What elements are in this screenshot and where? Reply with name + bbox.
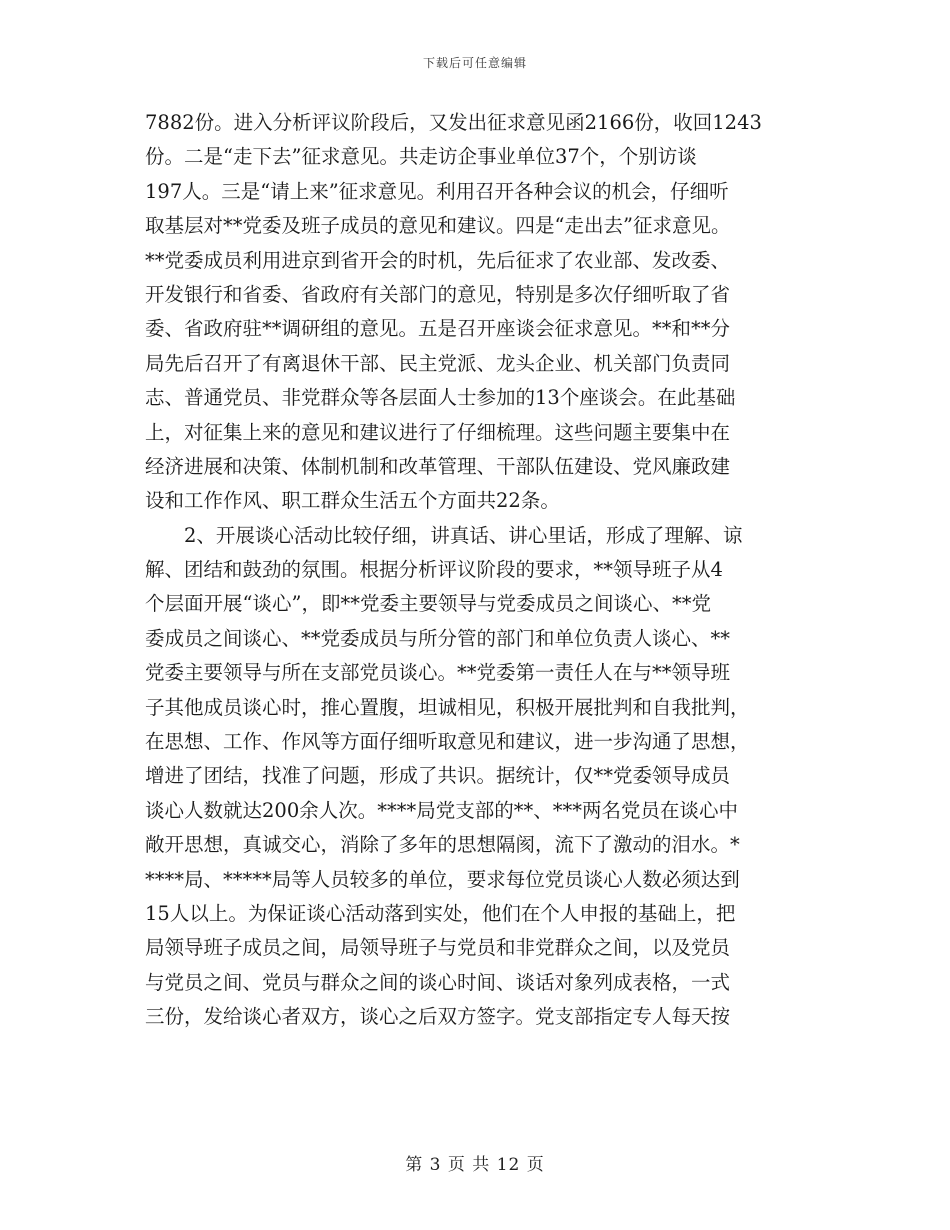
text-line: 局先后召开了有离退休干部、民主党派、龙头企业、机关部门负责同 xyxy=(145,351,731,375)
text-line: 2、开展谈心活动比较仔细，讲真话、讲心里话，形成了理解、谅 xyxy=(145,523,743,547)
text-line: 委、省政府驻**调研组的意见。五是召开座谈会征求意见。**和**分 xyxy=(145,317,731,341)
text-line: 取基层对**党委及班子成员的意见和建议。四是“走出去”征求意见。 xyxy=(145,214,731,238)
text-line: 经济进展和决策、体制机制和改革管理、干部队伍建设、党风廉政建 xyxy=(145,454,731,478)
text-line: 志、普通党员、非党群众等各层面人士参加的13个座谈会。在此基础 xyxy=(145,386,736,410)
text-line: 开发银行和省委、省政府有关部门的意见，特别是多次仔细听取了省 xyxy=(145,282,731,306)
text-line: 7882份。进入分析评议阶段后，又发出征求意见函2166份，收回1243 xyxy=(145,111,762,134)
text-line: 局领导班子成员之间，局领导班子与党员和非党群众之间，以及党员 xyxy=(145,936,731,960)
text-line: 上，对征集上来的意见和建议进行了仔细梳理。这些问题主要集中在 xyxy=(145,420,731,444)
text-line: 设和工作作风、职工群众生活五个方面共22条。 xyxy=(145,489,560,513)
text-line: 谈心人数就达200余人次。****局党支部的**、***两名党员在谈心中 xyxy=(145,798,738,822)
page-number: 第 3 页 共 12 页 xyxy=(405,1155,545,1175)
text-line: 份。二是“走下去”征求意见。共走访企事业单位37个，个别访谈 xyxy=(145,145,697,169)
text-line: 解、团结和鼓劲的氛围。根据分析评议阶段的要求，**领导班子从4 xyxy=(145,558,723,582)
document-body xyxy=(145,106,813,1035)
text-line: 增进了团结，找准了问题，形成了共识。据统计，仅**党委领导成员 xyxy=(145,764,731,788)
text-line: 三份，发给谈心者双方，谈心之后双方签字。党支部指定专人每天按 xyxy=(145,1005,731,1029)
text-line: **党委成员利用进京到省开会的时机，先后征求了农业部、发改委、 xyxy=(145,248,731,272)
text-line: 委成员之间谈心、**党委成员与所分管的部门和单位负责人谈心、** xyxy=(145,626,731,650)
page-header: 下载后可任意编辑 xyxy=(422,56,527,70)
text-line: 15人以上。为保证谈心活动落到实处，他们在个人申报的基础上，把 xyxy=(145,901,736,925)
text-line: 197人。三是“请上来”征求意见。利用召开各种会议的机会，仔细听 xyxy=(145,179,729,203)
text-line: 与党员之间、党员与群众之间的谈心时间、谈话对象列成表格，一式 xyxy=(145,970,731,994)
text-line: ****局、*****局等人员较多的单位，要求每位党员谈心人数必须达到 xyxy=(145,867,740,891)
text-line: 子其他成员谈心时，推心置腹，坦诚相见，积极开展批判和自我批判， xyxy=(145,695,750,719)
text-line: 党委主要领导与所在支部党员谈心。**党委第一责任人在与**领导班 xyxy=(145,661,731,685)
text-line: 在思想、工作、作风等方面仔细听取意见和建议，进一步沟通了思想， xyxy=(145,730,750,754)
text-line: 个层面开展“谈心”，即**党委主要领导与党委成员之间谈心、**党 xyxy=(145,592,711,616)
text-line: 敞开思想，真诚交心，消除了多年的思想隔阂，流下了激动的泪水。* xyxy=(145,833,740,857)
